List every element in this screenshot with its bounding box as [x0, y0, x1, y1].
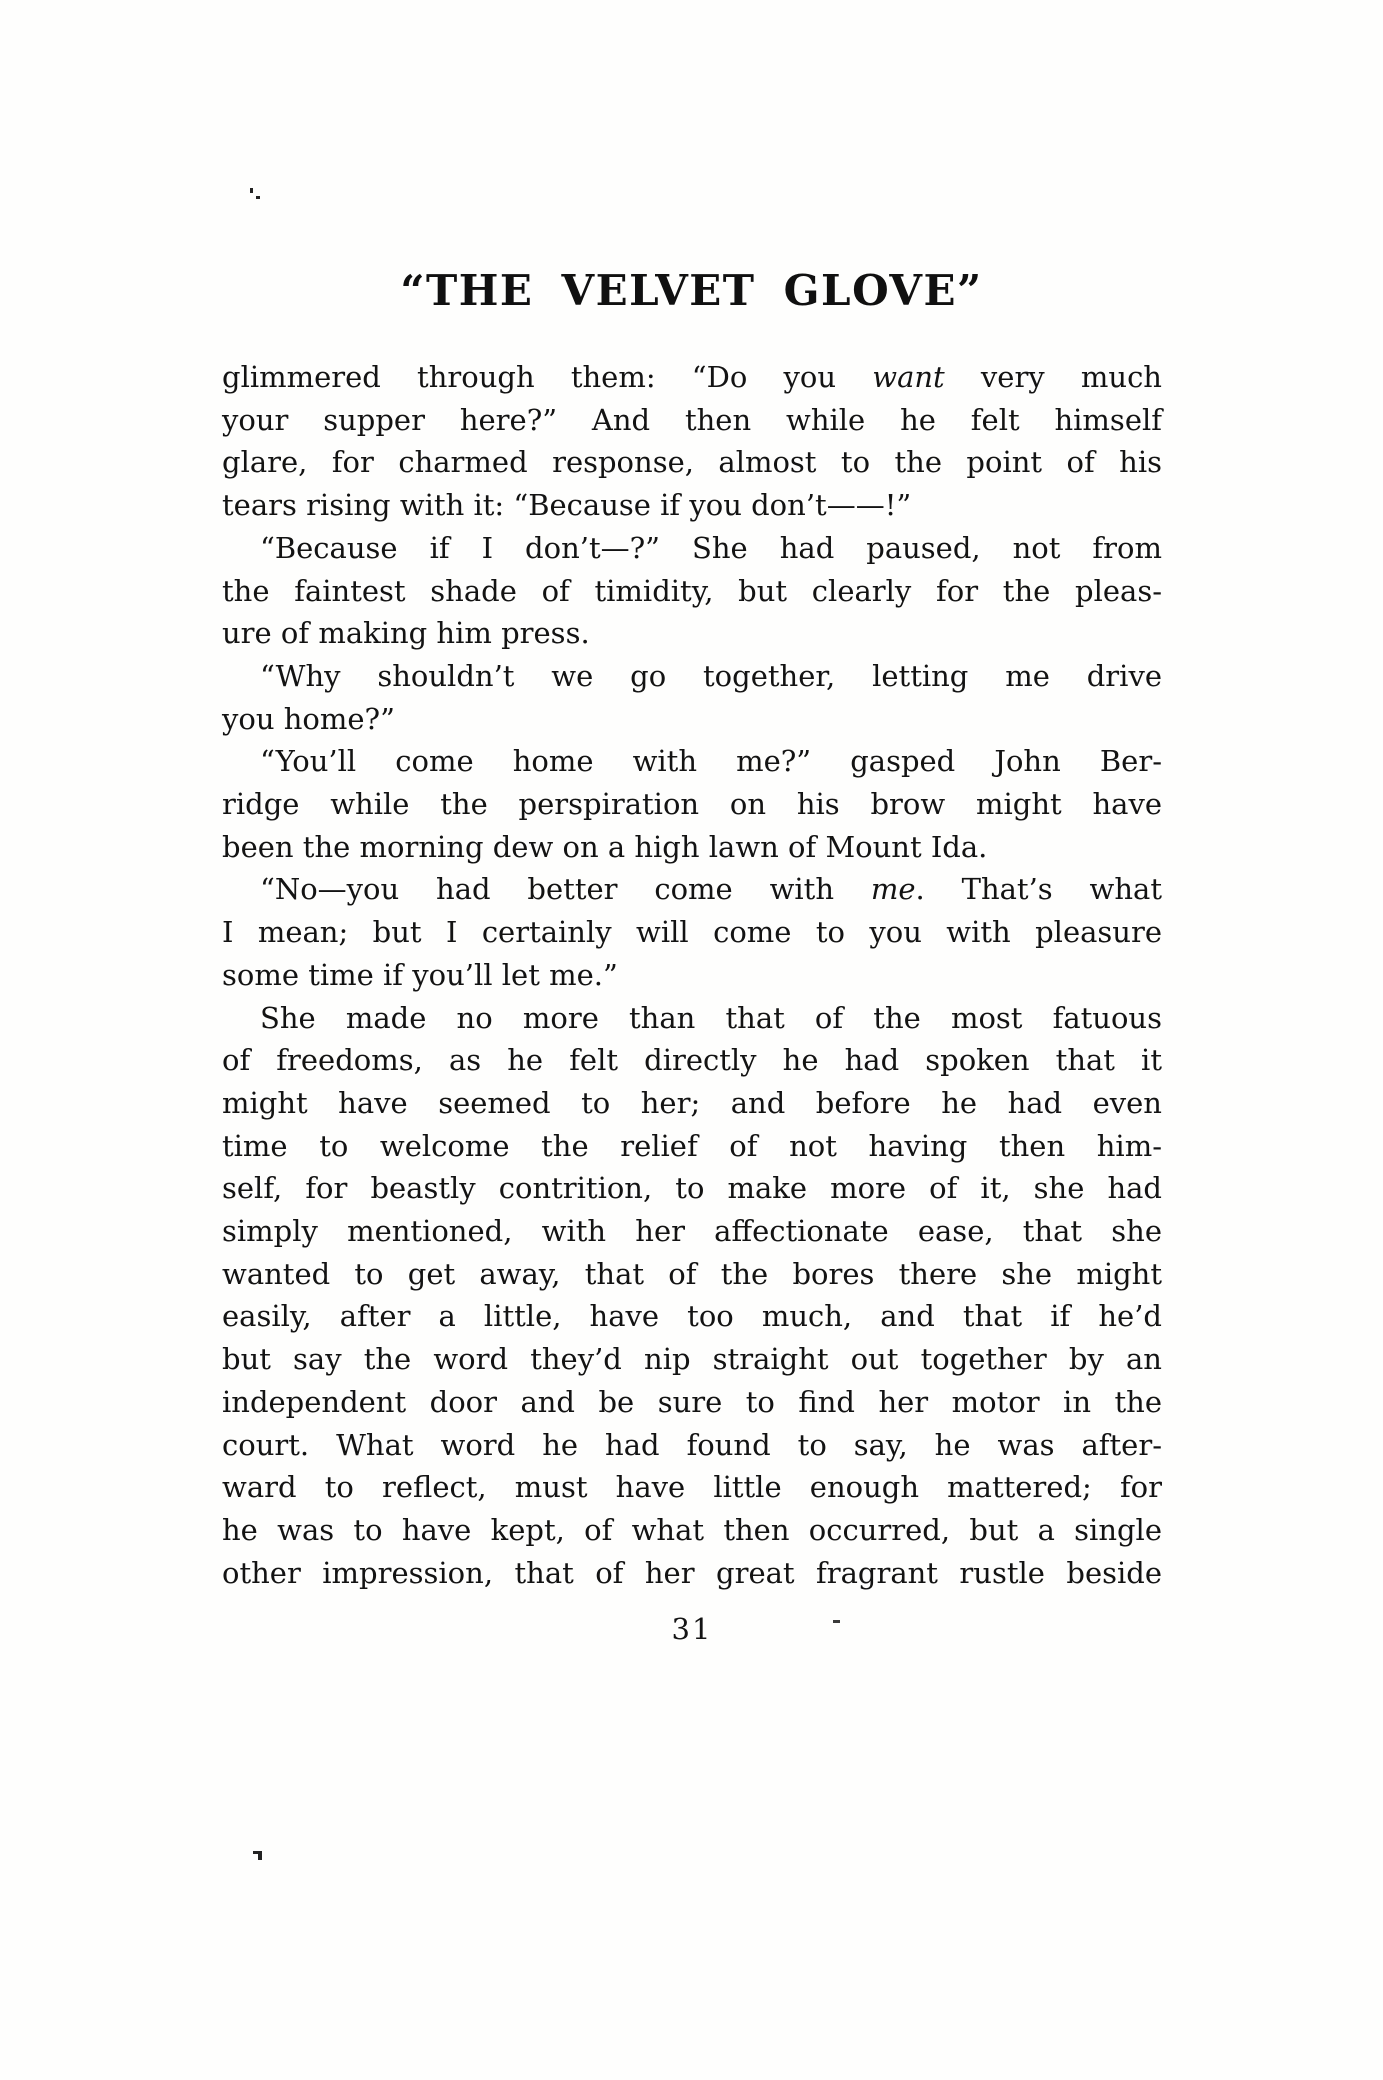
paragraph: [222, 997, 1162, 1595]
text-line: other impression, that of her great fragrant rustle beside: [222, 1555, 1162, 1590]
text-line: ridge while the perspiration on his brow might have: [222, 787, 1162, 822]
page-number: 31: [671, 1612, 713, 1646]
text-line: self, for beastly contrition, to make more of it, she had: [222, 1171, 1162, 1206]
text-line: of freedoms, as he felt directly he had spoken that it: [222, 1043, 1162, 1078]
text-line: court. What word he had found to say, he was after-: [222, 1427, 1162, 1462]
text-line: some time if you’ll let me.”: [222, 957, 618, 992]
text-line: tears rising with it: “Because if you don’t——!”: [222, 488, 912, 523]
text-line: “Because if I don’t—?” She had paused, not from: [260, 530, 1162, 565]
text-line: simply mentioned, with her affectionate ease, that she: [222, 1214, 1162, 1249]
text-line: wanted to get away, that of the bores there she might: [222, 1256, 1162, 1291]
paragraph: [222, 868, 1162, 996]
text-line: ward to reflect, must have little enough mattered; for: [222, 1470, 1162, 1505]
text-line: “Why shouldn’t we go together, letting me drive: [260, 658, 1162, 693]
paragraph: [222, 527, 1162, 655]
text-line: I mean; but I certainly will come to you with pleasure: [222, 915, 1162, 950]
text-line: the faintest shade of timidity, but clearly for the pleas-: [222, 573, 1162, 608]
text-line: but say the word they’d nip straight out together by an: [222, 1342, 1162, 1377]
ink-speck: [833, 1620, 840, 1623]
text-line: ure of making him press.: [222, 616, 590, 651]
paragraph: [222, 740, 1162, 868]
text-line: “You’ll come home with me?” gasped John Ber-: [260, 744, 1162, 779]
page-title: “THE VELVET GLOVE”: [400, 266, 983, 315]
text-line: “No—you had better come with me. That’s what: [260, 872, 1162, 907]
page-text: [222, 356, 1162, 1594]
text-line: She made no more than that of the most fatuous: [260, 1000, 1162, 1035]
text-line: time to welcome the relief of not having then him-: [222, 1128, 1162, 1163]
text-line: might have seemed to her; and before he had even: [222, 1085, 1162, 1120]
ink-speck: [256, 196, 260, 199]
text-line: independent door and be sure to find her motor in the: [222, 1384, 1162, 1419]
ink-speck: [258, 1854, 262, 1860]
ink-speck: [250, 188, 253, 193]
paragraph: [222, 655, 1162, 740]
text-line: glimmered through them: “Do you want very much: [222, 360, 1162, 394]
text-line: your supper here?” And then while he felt himself: [222, 402, 1162, 437]
text-line: glare, for charmed response, almost to the point of his: [222, 445, 1162, 480]
text-line: he was to have kept, of what then occurred, but a single: [222, 1512, 1162, 1547]
text-line: easily, after a little, have too much, and that if he’d: [222, 1299, 1162, 1334]
paragraph: [222, 356, 1162, 527]
text-line: you home?”: [222, 701, 395, 736]
text-line: been the morning dew on a high lawn of Mount Ida.: [222, 829, 988, 864]
